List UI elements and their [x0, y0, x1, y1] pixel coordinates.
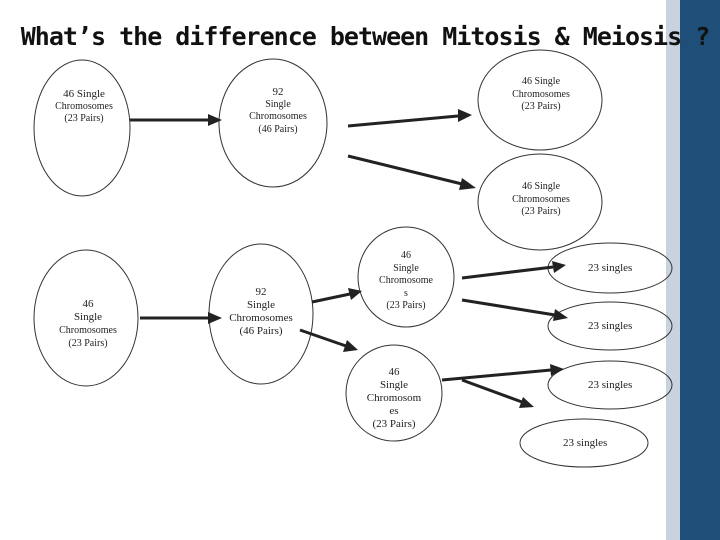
arrow-cell-b-to-gamete-3	[442, 370, 551, 380]
arrow-replicated-to-daughter-b	[348, 156, 462, 184]
mitosis-replicated-label: 92 Single Chromosomes (46 Pairs)	[249, 86, 307, 135]
slide-title: What’s the difference between Mitosis & Meiosis ?	[20, 22, 710, 51]
gamete-label-3: 23 singles	[588, 379, 633, 391]
meiosis-parent-label: 46 Single Chromosomes (23 Pairs)	[59, 298, 117, 349]
mitosis-daughter-a-label: 46 Single Chromosomes (23 Pairs)	[512, 76, 570, 112]
meiosis-cell-a-label: 46 Single Chromosome s (23 Pairs)	[379, 250, 433, 311]
mitosis-parent-cell	[34, 60, 130, 196]
arrow-replicated-to-daughter-a	[348, 116, 458, 126]
arrow-cell-b-to-gamete-4	[462, 380, 522, 402]
arrow-cell-a-to-gamete-2	[462, 300, 555, 315]
gamete-label-2: 23 singles	[588, 320, 633, 332]
mitosis-parent-label: 46 Single Chromosomes (23 Pairs)	[55, 88, 113, 124]
mitosis-daughter-b-label: 46 Single Chromosomes (23 Pairs)	[512, 181, 570, 217]
meiosis-replicated-label: 92 Single Chromosomes (46 Pairs)	[229, 286, 293, 337]
arrow-replicated-to-cell-a	[312, 294, 350, 302]
arrow-cell-a-to-gamete-1	[462, 267, 553, 278]
gamete-label-1: 23 singles	[588, 262, 633, 274]
meiosis-cell-b-label: 46 Single Chromosom es (23 Pairs)	[366, 366, 422, 430]
gamete-label-4: 23 singles	[563, 437, 608, 449]
